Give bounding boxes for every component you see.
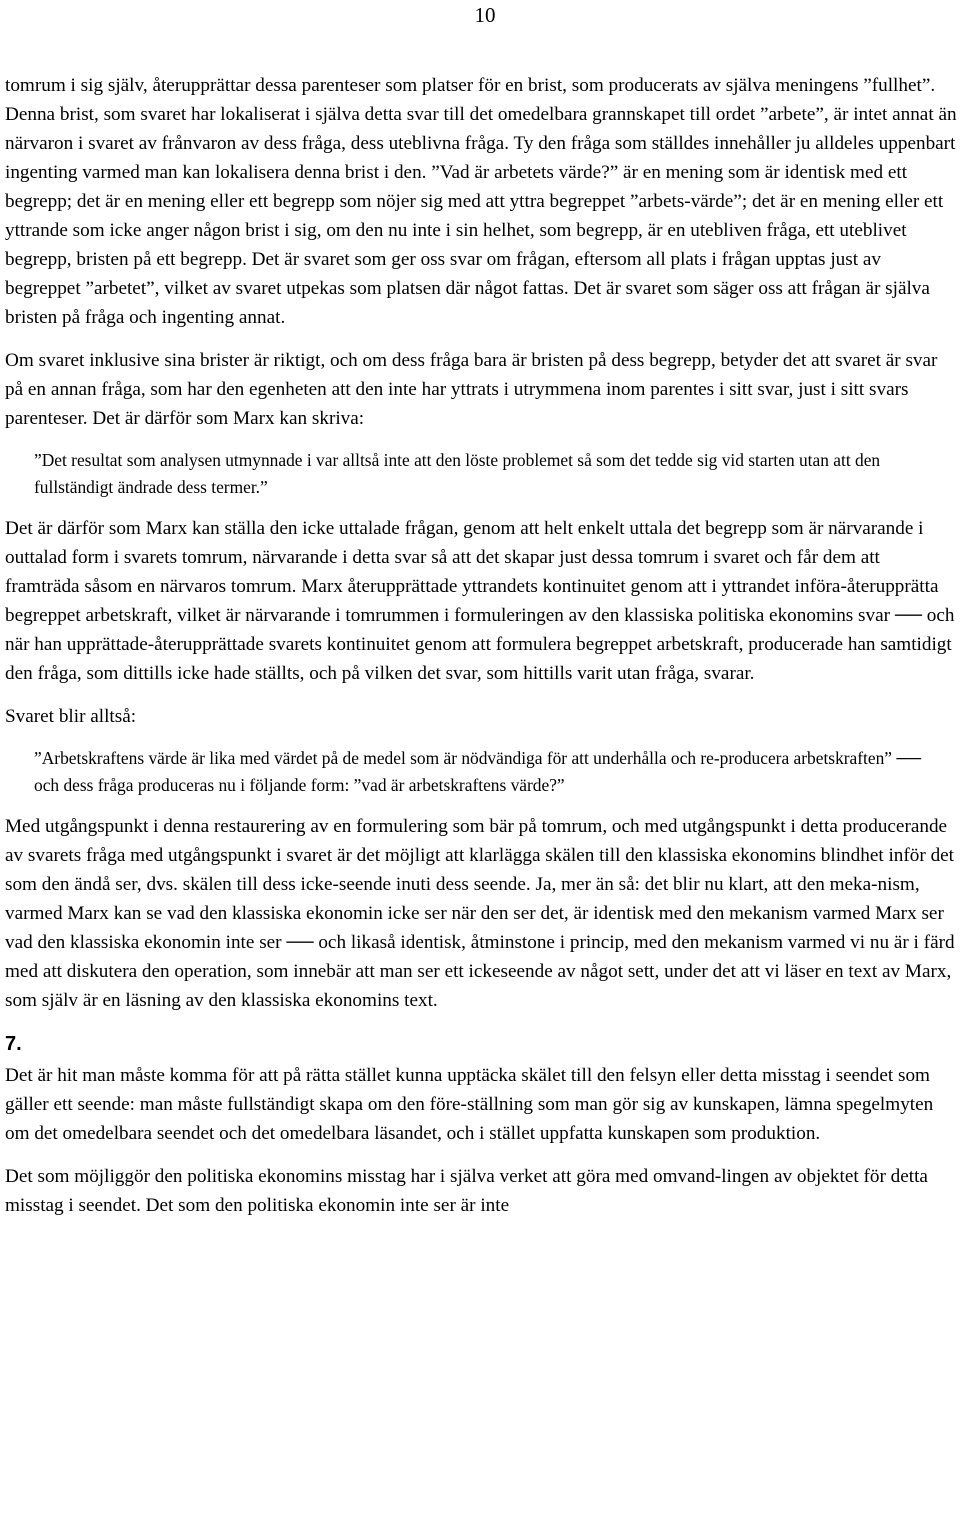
paragraph: Om svaret inklusive sina brister är riktigt, och om dess fråga bara är bristen på dess begrepp, betyder det att svaret är svar på en annan fråga, som har den egenheten att den inte har yttrats i utrymmena inom parentes i sitt svar, just i sitt svars parenteser. Det är därför som Marx kan skriva: (5, 350, 938, 429)
document-body (5, 71, 957, 1234)
paragraph: Det som möjliggör den politiska ekonomins misstag har i själva verket att göra med omvand-lingen av objektet för detta misstag i seendet. Det som den politiska ekonomin inte ser är inte (5, 1166, 928, 1216)
paragraph: Det är därför som Marx kan ställa den icke uttalade frågan, genom att helt enkelt uttala det begrepp som är närvarande i outtalad form i svarets tomrum, närvarande i detta svar så att det skapar just dessa tomrum i svaret och får dem att framträda såsom en närvaros tomrum. Marx återupprättade yttrandets kontinuitet genom att i yttrandet införa-återupprätta begreppet arbetskraft, vilket är närvarande i tomrummen i formuleringen av den klassiska politiska ekonomins svar ── och när han upprättade-återupprättade svarets kontinuitet genom att formulera begreppet arbetskraft, producerade han samtidigt den fråga, som dittills icke hade ställts, och på vilken det svar, som hittills varit utan fråga, svarar. (5, 518, 955, 684)
paragraph: tomrum i sig själv, återupprättar dessa parenteser som platser för en brist, som producerats av själva meningens ”fullhet”. (5, 75, 936, 96)
paragraph: Denna brist, som svaret har lokaliserat i själva detta svar till det omedelbara grannskapet till ordet ”arbete”, är intet annat än närvaron i svaret av frånvaron av dess fråga, dess uteblivna fråga. Ty den fråga som ställdes innehåller ju alldeles uppenbart ingenting varmed man kan lokalisera denna brist i den. ”Vad är arbetets värde?” är en mening som är identisk med ett begrepp; det är en mening eller ett begrepp som nöjer sig med att yttra begreppet ”arbets-värde”; det är en mening eller ett yttrande som icke anger någon brist i sig, om den nu inte i sin helhet, som begrepp, är en utebliven fråga, ett uteblivet begrepp, bristen på ett begrepp. Det är svaret som ger oss svar om frågan, eftersom all plats i frågan upptas just av begreppet ”arbetet”, vilket av svaret utpekas som platsen där något fattas. Det är svaret som säger oss att frågan är själva bristen på fråga och ingenting annat. (5, 104, 957, 328)
block-quote: ”Arbetskraftens värde är lika med värdet på de medel som är nödvändiga för att underhålla och re-producera arbetskraften” ── och dess fråga produceras nu i följande form: ”vad är arbetskraftens värde?” (34, 748, 922, 795)
paragraph: Med utgångspunkt i denna restaurering av en formulering som bär på tomrum, och med utgångspunkt i detta producerande av svarets fråga med utgångspunkt i svaret är det möjligt att klarlägga skälen till den klassiska ekonomins blindhet inför det som den ändå ser, dvs. skälen till dess icke-seende inuti dess seende. Ja, mer än så: det blir nu klart, att den meka-nism, varmed Marx kan se vad den klassiska ekonomin icke ser när den ser det, är identisk med den mekanism varmed Marx ser vad den klassiska ekonomin inte ser ── och likaså identisk, åtminstone i princip, med den mekanism varmed vi nu är i färd med att diskutera den operation, som innebär att man ser ett ickeseende av något sett, under det att vi läser en text av Marx, som själv är en läsning av den klassiska ekonomins text. (5, 816, 955, 1011)
block-quote: ”Det resultat som analysen utmynnade i var alltså inte att den löste problemet så som det tedde sig vid starten utan att den fullständigt ändrade dess termer.” (34, 450, 881, 497)
page-number: 10 (474, 3, 496, 27)
section-heading: 7. (5, 1033, 22, 1055)
paragraph: Det är hit man måste komma för att på rätta stället kunna upptäcka skälet till den felsyn eller detta misstag i seendet som gäller ett seende: man måste fullständigt skapa om den före-ställning som man gör sig av kunskapen, lämna spegelmyten om det omedelbara seendet och det omedelbara läsandet, och i stället uppfatta kunskapen som produktion. (5, 1065, 934, 1144)
paragraph: Svaret blir alltså: (5, 706, 137, 727)
